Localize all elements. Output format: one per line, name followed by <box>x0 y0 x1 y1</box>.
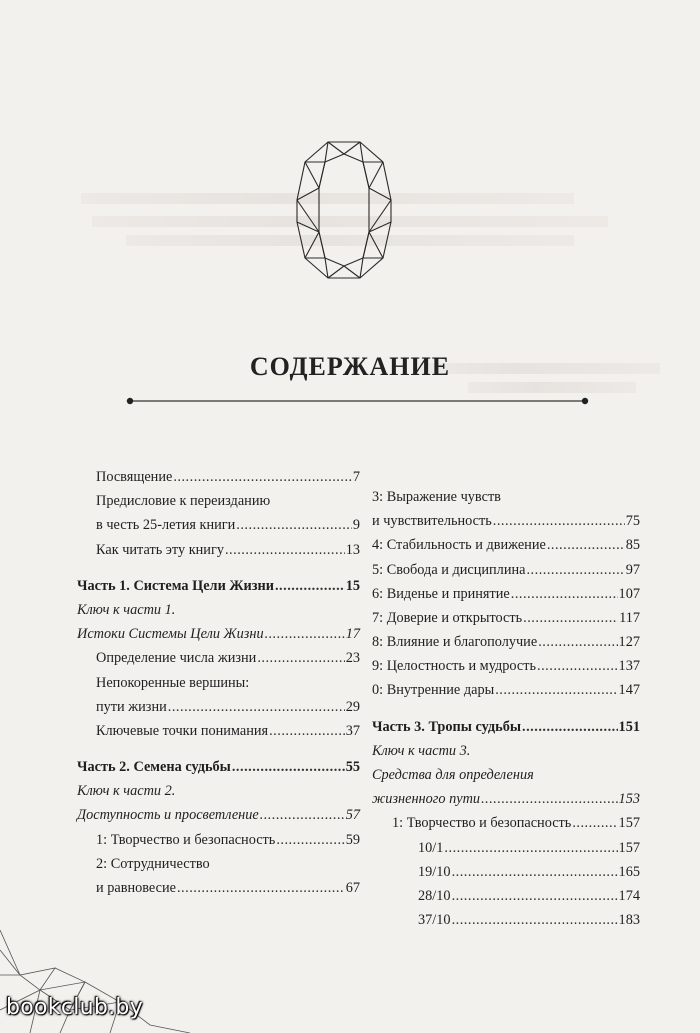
toc-page-number: 67 <box>345 879 360 896</box>
toc-entry-title: 4: Стабильность и движение <box>372 537 546 554</box>
toc-entry-title: Предисловие к переизданию <box>96 493 271 510</box>
toc-entry-title: 10/1 <box>418 839 444 856</box>
toc-entry-title: Часть 1. Система Цели Жизни <box>77 577 274 594</box>
toc-entry-title: 7: Доверие и открытость <box>372 609 523 626</box>
toc-entry-title: Ключ к части 3. <box>372 742 471 759</box>
toc-entry-title: 8: Влияние и благополучие <box>372 634 538 651</box>
toc-page-number: 13 <box>345 541 360 558</box>
toc-entry-title: Как читать эту книгу <box>96 541 224 558</box>
toc-leader-dots <box>547 533 625 557</box>
toc-leader-dots <box>481 787 617 811</box>
toc-page-number: 17 <box>345 626 360 643</box>
toc-leader-dots <box>173 465 352 489</box>
toc-spacer <box>77 562 360 574</box>
toc-leader-dots <box>522 715 618 739</box>
toc-leader-dots <box>177 876 345 900</box>
toc-entry-title: 1: Творчество и безопасность <box>392 815 572 832</box>
toc-entry <box>372 558 640 582</box>
toc-right-column <box>372 485 640 932</box>
toc-entry-title: Ключ к части 2. <box>77 783 176 800</box>
toc-page-number: 29 <box>345 698 360 715</box>
toc-entry <box>77 876 360 900</box>
toc-leader-dots <box>572 811 617 835</box>
toc-entry <box>372 509 640 533</box>
toc-entry <box>372 485 640 509</box>
toc-page-number: 55 <box>345 759 360 776</box>
toc-leader-dots <box>276 828 344 852</box>
toc-page-number: 37 <box>345 722 360 739</box>
toc-page-number: 157 <box>618 839 640 856</box>
toc-entry-title: Средства для определения <box>372 767 534 784</box>
toc-page-number: 75 <box>625 513 640 530</box>
toc-entry <box>77 622 360 646</box>
toc-entry-title: 9: Целостность и мудрость <box>372 658 537 675</box>
toc-leader-dots <box>538 630 617 654</box>
toc-entry-title: Определение числа жизни <box>96 650 257 667</box>
toc-page-number: 59 <box>345 831 360 848</box>
toc-entry <box>77 489 360 513</box>
toc-page-number: 127 <box>618 634 640 651</box>
toc-entry <box>77 465 360 489</box>
toc-entry-title: 2: Сотрудничество <box>96 855 210 872</box>
toc-part-heading <box>77 755 360 779</box>
toc-entry-title: Истоки Системы Цели Жизни <box>77 626 264 643</box>
toc-page-number: 174 <box>618 887 640 904</box>
toc-leader-dots <box>452 860 618 884</box>
toc-page-number: 117 <box>619 609 640 626</box>
toc-leader-dots <box>275 574 345 598</box>
toc-entry-title: в честь 25-летия книги <box>96 517 236 534</box>
toc-entry-title: Ключ к части 1. <box>77 601 176 618</box>
toc-entry <box>372 884 640 908</box>
toc-leader-dots <box>260 803 345 827</box>
toc-entry-title: Непокоренные вершины: <box>96 674 250 691</box>
toc-entry <box>372 582 640 606</box>
toc-entry <box>77 646 360 670</box>
toc-spacer <box>77 743 360 755</box>
toc-leader-dots <box>511 582 618 606</box>
toc-entry <box>77 695 360 719</box>
gem-icon <box>295 140 393 280</box>
toc-leader-dots <box>265 622 345 646</box>
toc-page-number: 147 <box>618 682 640 699</box>
toc-entry-title: Доступность и просветление <box>77 807 259 824</box>
toc-entry <box>372 654 640 678</box>
toc-leader-dots <box>452 884 618 908</box>
toc-entry <box>372 630 640 654</box>
toc-page-number: 137 <box>618 658 640 675</box>
toc-leader-dots <box>526 558 624 582</box>
toc-entry <box>77 671 360 695</box>
toc-entry-title: 0: Внутренние дары <box>372 682 495 699</box>
toc-page-number: 57 <box>345 807 360 824</box>
toc-page-number: 97 <box>625 561 640 578</box>
toc-entry <box>372 811 640 835</box>
watermark-text: bookclub.by <box>6 995 144 1020</box>
toc-leader-dots <box>168 695 345 719</box>
toc-entry-title: жизненного пути <box>372 791 481 808</box>
toc-page-number: 183 <box>618 912 640 929</box>
toc-leader-dots <box>523 606 618 630</box>
toc-entry-title: и чувствительность <box>372 513 492 530</box>
toc-left-column <box>77 465 360 900</box>
page-title: СОДЕРЖАНИЕ <box>249 352 451 381</box>
toc-entry-title: 37/10 <box>418 912 451 929</box>
toc-page-number: 23 <box>345 650 360 667</box>
toc-leader-dots <box>493 509 625 533</box>
toc-part-heading <box>372 715 640 739</box>
toc-entry <box>77 513 360 537</box>
toc-entry <box>372 763 640 787</box>
toc-entry <box>372 606 640 630</box>
toc-entry-title: Ключевые точки понимания <box>96 722 269 739</box>
toc-spacer <box>372 703 640 715</box>
toc-entry <box>77 803 360 827</box>
toc-entry <box>372 787 640 811</box>
toc-entry <box>372 836 640 860</box>
toc-leader-dots <box>257 646 344 670</box>
toc-leader-dots <box>225 538 345 562</box>
toc-entry-title: Часть 2. Семена судьбы <box>77 759 231 776</box>
toc-entry <box>77 779 360 803</box>
toc-leader-dots <box>537 654 618 678</box>
toc-entry <box>77 719 360 743</box>
toc-entry <box>372 533 640 557</box>
toc-entry <box>77 828 360 852</box>
toc-page-number: 151 <box>618 718 640 735</box>
toc-page-number: 153 <box>618 791 640 808</box>
toc-page-number: 85 <box>625 537 640 554</box>
toc-leader-dots <box>495 678 617 702</box>
toc-entry-title: 19/10 <box>418 863 451 880</box>
title-underline <box>125 394 590 408</box>
toc-page-number: 107 <box>618 585 640 602</box>
toc-entry-title: 6: Виденье и принятие <box>372 585 510 602</box>
toc-leader-dots <box>452 908 618 932</box>
toc-entry <box>372 739 640 763</box>
toc-entry <box>372 679 640 703</box>
toc-page-number: 9 <box>352 517 360 534</box>
toc-page-number: 165 <box>618 863 640 880</box>
toc-entry-title: 3: Выражение чувств <box>372 489 501 505</box>
toc-entry-title: 28/10 <box>418 887 451 904</box>
toc-leader-dots <box>269 719 345 743</box>
toc-entry-title: 5: Свобода и дисциплина <box>372 561 526 578</box>
toc-entry-title: пути жизни <box>96 698 167 715</box>
toc-leader-dots <box>236 513 352 537</box>
toc-entry <box>77 598 360 622</box>
toc-entry <box>372 860 640 884</box>
toc-entry <box>372 908 640 932</box>
toc-entry-title: и равновесие <box>96 879 176 896</box>
toc-page-number: 157 <box>618 815 640 832</box>
toc-entry <box>77 538 360 562</box>
toc-leader-dots <box>444 836 617 860</box>
toc-leader-dots <box>232 755 345 779</box>
toc-part-heading <box>77 574 360 598</box>
toc-entry-title: Посвящение <box>96 468 173 485</box>
toc-entry-title: Часть 3. Тропы судьбы <box>372 718 522 735</box>
toc-entry <box>77 852 360 876</box>
toc-entry-title: 1: Творчество и безопасность <box>96 831 276 848</box>
toc-page-number: 7 <box>352 468 360 485</box>
toc-page-number: 15 <box>345 577 360 594</box>
